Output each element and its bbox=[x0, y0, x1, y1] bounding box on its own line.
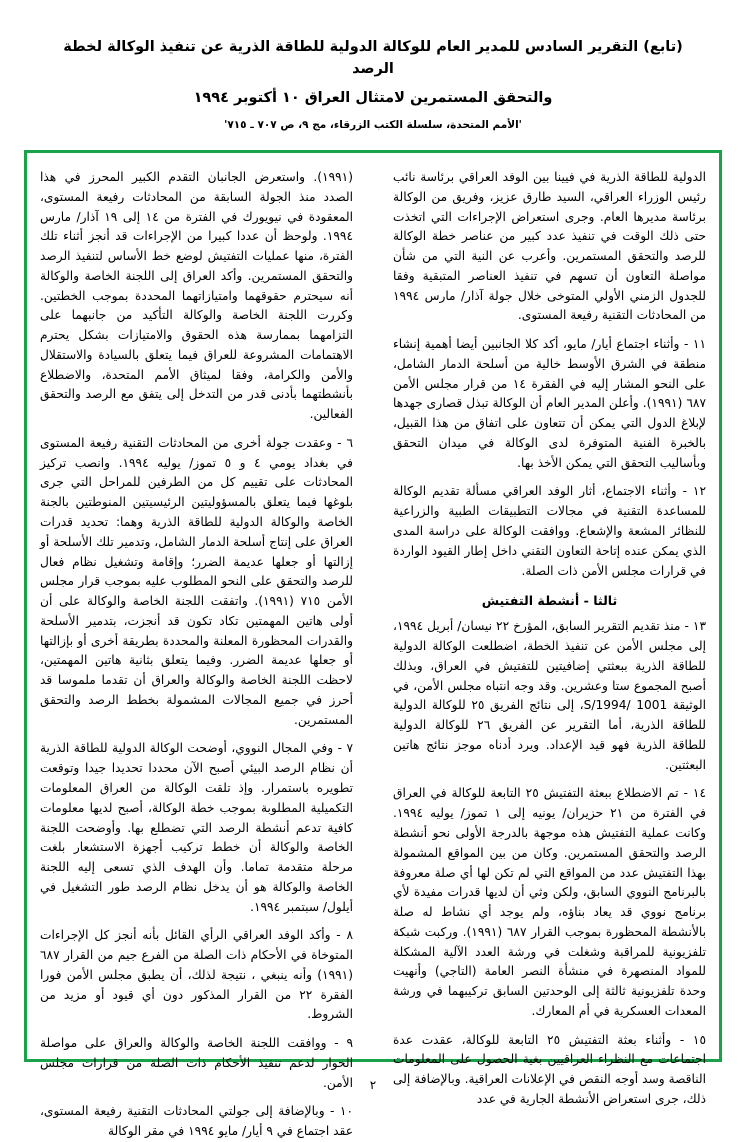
document-header bbox=[0, 0, 746, 131]
document-title-line-1: (تابع) التقرير السادس للمدير العام للوكالة الدولية للطاقة الذرية عن تنفيذ الوكالة لخطة الرصد bbox=[63, 39, 683, 78]
paragraph: ٧ - وفي المجال النووي، أوضحت الوكالة الدولية للطاقة الذرية أن نظام الرصد البيئي أصبح الآن محددا تحديدا جيدا وتوقعت تطويره باستمرار. وإذ تلقت الوكالة من العراق المعلومات التكميلية المطلوبة بموجب خطة الوكالة، أصبح لديها معلومات كافية تدعم أنشطة الرصد التي تضطلع بها. وأوضحت اللجنة الخاصة والوكالة أن خطط تركيب أجهزة الاستشعار بلغت مرحلة متقدمة تماما. وأن الهدف الذي تسعى إليه اللجنة الخاصة والوكالة هو أن يدخل نظام الرصد طور التشغيل في أيلول/ سبتمبر ١٩٩٤. bbox=[40, 741, 353, 914]
paragraph: ١٠ - وبالإضافة إلى جولتي المحادثات التقنية رفيعة المستوى، عقد اجتماع في ٩ أيار/ مايو ١٩٩٤ في مقر الوكالة bbox=[40, 1104, 353, 1139]
paragraph: ١٤ - تم الاضطلاع ببعثة التفتيش ٢٥ التابعة للوكالة في العراق في الفترة من ٢١ حزيران/ يونيه إلى ١ تموز/ يوليه ١٩٩٤. وكانت عملية التفتيش هذه موجهة بالدرجة الأولى نحو أنشطة الرصد والتحقق المستمرين. وكان من بين المواقع المشمولة بهذا التفتيش عدد من المواقع التي لم تكن لها أي صلة معروفة بالبرنامج النووي السابق، ولكن وثي أن لديها قدرات مفيدة لأي برنامج نووي قد يعاد بناؤه، ولم يوجد أي نشاط له صلة بالأنشطة المحظورة بموجب القرار ٦٨٧ (١٩٩١). وركبت شبكة تلفزيونية للمراقبة وشغلت في ورشة العدد الآلية المشكلة للمواد المنصهرة في منشأة النصر العامة (التاجي) وأنهيت وحدة تلفزيونية ثالثة إلى الوحدتين السابق تركيبهما في ورشة المعدات العسكرية في أم المعارك. bbox=[393, 786, 706, 1018]
two-column-body bbox=[40, 168, 706, 1139]
paragraph: (١٩٩١). واستعرض الجانبان التقدم الكبير المحرز في هذا الصدد منذ الجولة السابقة من المحادثات رفيعة المستوى، المعقودة في نيويورك في الفترة من ١٤ إلى ١٩ آذار/ مارس ١٩٩٤. ولوحظ أن عددا كبيرا من الإجراءات قد أنجز أثناء تلك الفترة، منها عمليات التفتيش لوضع خط الأساس لتنفيذ الرصد والتحقق المستمرين. وأكد العراق إلى اللجنة الخاصة والوكالة أنه سيحترم حقوقهما وامتيازاتهما المحددة بموجب الخطتين. وكررت اللجنة الخاصة والوكالة التأكيد من جانبهما على التزامهما بممارسة هذه الحقوق والامتيازات بشكل يحترم الاهتمامات المشروعة للعراق فيما يتعلق بالسيادة والاستقلال والأمن والكرامة، وفقا لميثاق الأمم المتحدة، والاضطلاع بأنشطتهما بأدنى قدر من التدخل إلى يتفق مع الرصد والتحقق الفعالين. bbox=[40, 170, 353, 422]
right-column bbox=[40, 168, 354, 1139]
document-title-line-2: والتحقق المستمرين لامتثال العراق ١٠ أكتوبر ١٩٩٤ bbox=[193, 89, 553, 106]
section-heading: ثالثا - أنشطة التفتيش bbox=[481, 593, 618, 609]
paragraph: ١٢ - وأثناء الاجتماع، أثار الوفد العراقي مسألة تقديم الوكالة للمساعدة التقنية في مجالات التطبيقات الطبية والزراعية للنظائر المشعة والإشعاع. ووافقت الوكالة على دراسة المدى الذي يمكن عنده إتاحة التعاون التقني داخل إطار القيود الواردة في قرارات مجلس الأمن ذات الصلة. bbox=[393, 484, 706, 578]
paragraph: ٩ - ووافقت اللجنة الخاصة والوكالة والعراق على مواصلة الحوار لدعم تنفيذ الأحكام ذات الصلة من قرارات مجلس الأمن. bbox=[40, 1036, 353, 1090]
paragraph: ١٥ - وأثناء بعثة التفتيش ٢٥ التابعة للوكالة، عقدت عدة اجتماعات مع النظراء العراقيين بغية الحصول على المعلومات الناقصة وسد أوجه النقص في الإعلانات العراقية. وبالإضافة إلى ذلك، جرى استعراض الأنشطة الجارية في عدد bbox=[393, 1032, 706, 1106]
paragraph: ٦ - وعقدت جولة أخرى من المحادثات التقنية رفيعة المستوى في بغداد يومي ٤ و ٥ تموز/ يوليه ١٩٩٤. وانصب تركيز المحادثات على تقييم كل من الطرفين للمراحل التي جرى بلوغها فيما يتعلق بالمسؤوليتين الرئيسيتين المنوطتين بالجنة الخاصة والوكالة الدولية للطاقة الذرية وهما: تحديد قدرات العراق على إنتاج أسلحة الدمار الشامل، وتدمير تلك الأسلحة أو إزالتها أو جعلها عديمة الضرر؛ وإقامة وتشغيل نظام فعال للرصد والتحقق على النحو المطلوب عليه بموجب قرار مجلس الأمن ٧١٥ (١٩٩١). واتفقت اللجنة الخاصة والوكالة على أن أولى هاتين المهمتين تكاد تكون قد أنجزت، بتدمير الأسلحة والقدرات المحظورة المعلنة والمحددة بطريقة أخرى أو بإزالتها أو جعلها عديمة الضرر. وفيما يتعلق بثانية هاتين المهمتين، لاحظت اللجنة الخاصة والوكالة والعراق أن تقدما ملموسا قد أحرز في جميع المجالات المشمولة بخطط الرصد والتحقق المستمرين. bbox=[40, 435, 354, 727]
paragraph: ١٣ - منذ تقديم التقرير السابق، المؤرخ ٢٢ نيسان/ أبريل ١٩٩٤، إلى مجلس الأمن عن تنفيذ الخطة، اضطلعت الوكالة الدولية للطاقة الذرية ببعثتي إضافيتين للتفتيش في العراق، وبذلك أصبح المجموع ستا وعشرين. وقد وجه انتباه مجلس الأمن، في الوثيقة S/1994/ 1001، إلى نتائج الفريق ٢٥ للوكالة الدولية للطاقة الذرية، أما التقرير عن الفريق ٢٦ للوكالة الدولية للطاقة الذرية فهو قيد الإعداد. ويرد أدناه موجز نتائج هاتين البعثتين. bbox=[393, 619, 706, 772]
left-column bbox=[393, 168, 706, 1106]
paragraph: ١١ - وأثناء اجتماع أيار/ مايو، أكد كلا الجانبين أيضا أهمية إنشاء منطقة في الشرق الأوسط خالية من أسلحة الدمار الشامل، على النحو المشار إليه في الفقرة ١٤ من قرار مجلس الأمن ٦٨٧ (١٩٩١). وأعلن المدير العام أن الوكالة تبذل قصارى جهدها لإبلاغ الدول التي يمكن أن تتعاون على اتفاق من هذا القبيل، بالخبرة الفنية المتوفرة لدى الوكالة في ميدان التحقق وبأساليب التحقق التي يمكن الأخذ بها. bbox=[393, 337, 706, 470]
document-source-line: 'الأمم المتحدة، سلسلة الكتب الزرقاء، مج ٩، ص ٧٠٧ ـ ٧١٥' bbox=[224, 119, 522, 132]
page-number: ٢ bbox=[369, 1078, 377, 1092]
paragraph: الدولية للطاقة الذرية في فيينا بين الوفد العراقي برئاسة نائب رئيس الوزراء العراقي، السيد طارق عزيز، وفريق من الوكالة برئاسة مديرها العام. وجرى استعراض الإجراءات التي اتخذت حتى ذلك الوقت في تنفيذ عدد كبير من عناصر خطة الوكالة للرصد والتحقق المستمرين. وأعرب عن النية التي من شأن مواصلة التعاون أن تسهم في تنفيذ العناصر المتبقية وفقا للجدول الزمني الأولي المتوخى خلال جولة آذار/ مارس ١٩٩٤ من المحادثات التقنية رفيعة المستوى. bbox=[393, 170, 706, 323]
paragraph: ٨ - وأكد الوفد العراقي الرأي القائل بأنه أنجز كل الإجراءات المتوخاة في الأحكام ذات الصلة من الفرع جيم من القرار ٦٨٧ (١٩٩١) وأنه ينبغي ، نتيجة لذلك، أن يطبق مجلس الأمن فورا الفقرة ٢٢ من القرار المذكور دون أي قيود أو مزيد من الشروط. bbox=[40, 928, 353, 1022]
